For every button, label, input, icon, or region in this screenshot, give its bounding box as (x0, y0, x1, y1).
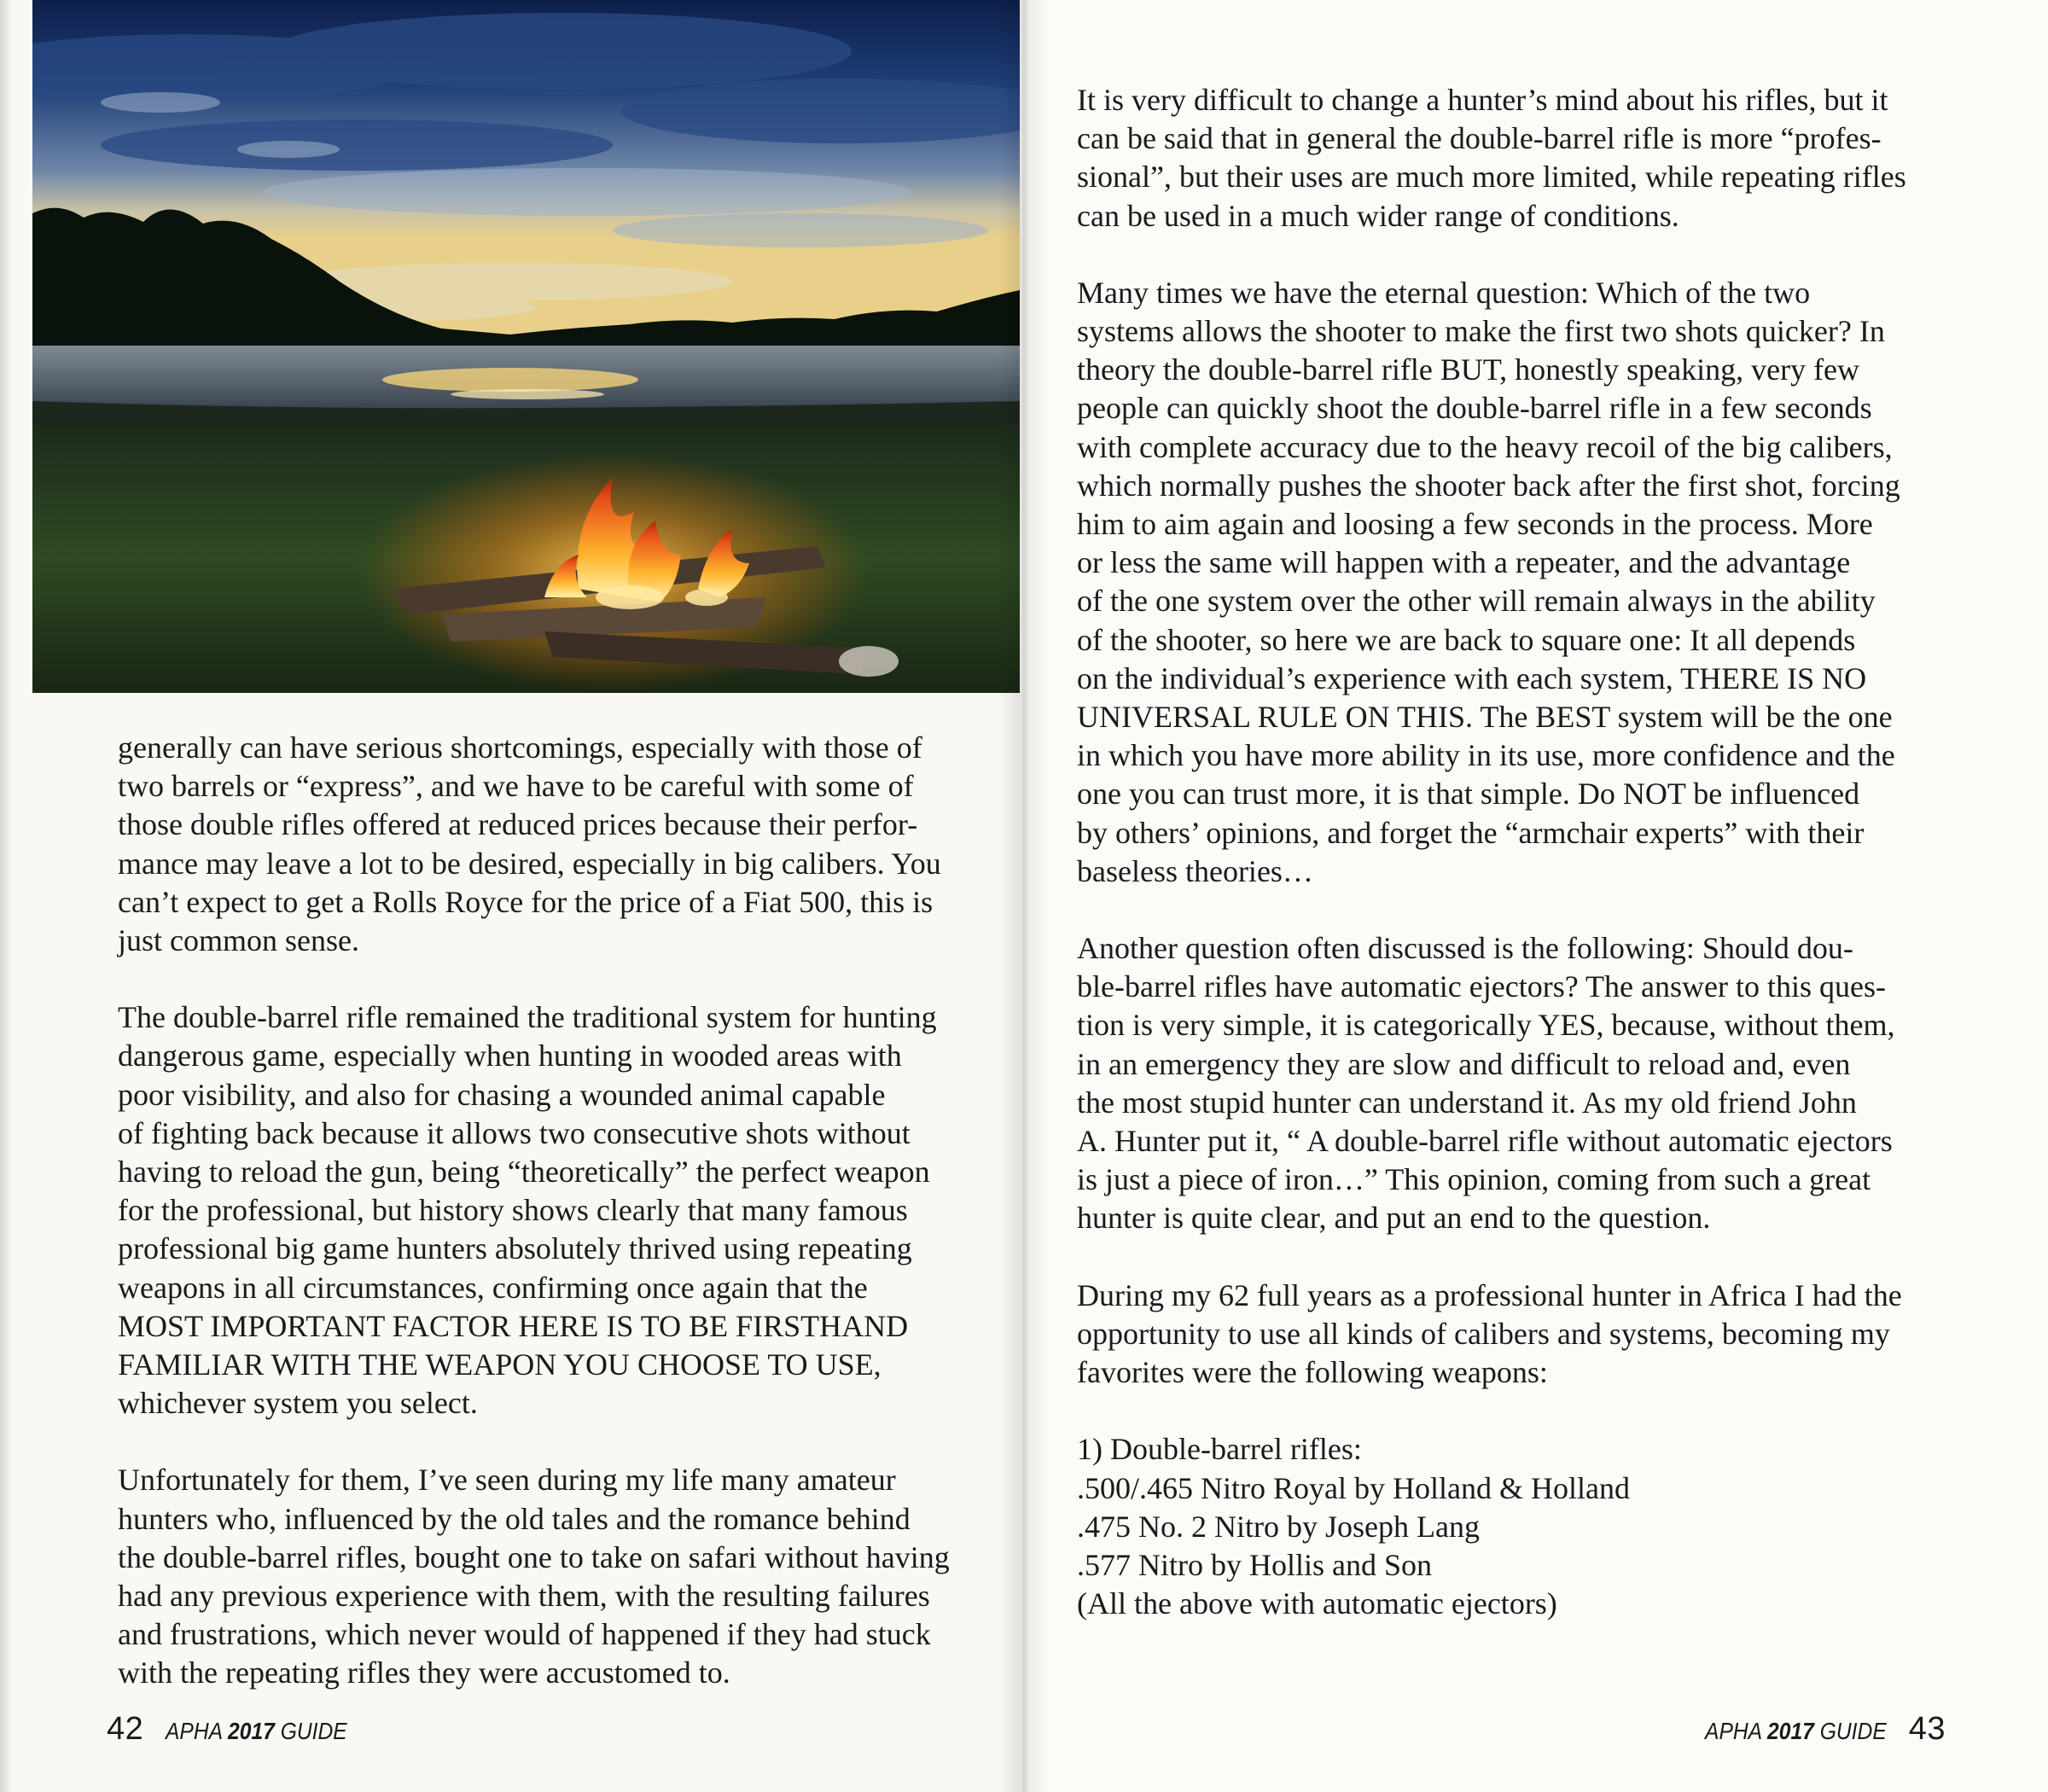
text-line: with complete accuracy due to the heavy recoil of the big calibers, (1077, 429, 1893, 464)
list-item: .500/.465 Nitro Royal by Holland & Holland (1077, 1470, 1630, 1505)
text-line: FAMILIAR WITH THE WEAPON YOU CHOOSE TO USE, (118, 1347, 881, 1382)
text-line: Many times we have the eternal question: Which of the two (1077, 275, 1811, 310)
list-item: .475 No. 2 Nitro by Joseph Lang (1077, 1509, 1480, 1544)
left-body-text (118, 729, 980, 1693)
paragraph (1077, 274, 1947, 891)
text-line: opportunity to use all kinds of calibers and systems, becoming my (1077, 1316, 1890, 1351)
text-line: of fighting back because it allows two consecutive shots without (118, 1115, 911, 1150)
text-line: of the shooter, so here we are back to square one: It all depends (1077, 622, 1856, 657)
text-line: two barrels or “express”, and we have to be careful with some of (118, 769, 914, 804)
text-line: him to aim again and loosing a few seconds in the process. More (1077, 507, 1873, 542)
text-line: in which you have more ability in its use, more confidence and the (1077, 738, 1895, 773)
right-page (1020, 0, 2048, 1792)
right-body-text (1077, 81, 1947, 1623)
rifle-list (1077, 1430, 1947, 1623)
text-line: can be said that in general the double-barrel rifle is more “profes- (1077, 121, 1882, 156)
text-line: can’t expect to get a Rolls Royce for the price of a Fiat 500, this is (118, 884, 934, 919)
campfire-lake-photo (32, 0, 1020, 693)
text-line: Another question often discussed is the following: Should dou- (1077, 931, 1853, 966)
text-line: whichever system you select. (118, 1386, 478, 1421)
text-line: is just a piece of iron…” This opinion, coming from such a great (1077, 1162, 1871, 1197)
text-line: those double rifles offered at reduced prices because their perfor- (118, 807, 918, 842)
text-line: favorites were the following weapons: (1077, 1355, 1548, 1390)
text-line: theory the double-barrel rifle BUT, honestly speaking, very few (1077, 352, 1860, 387)
paragraph (118, 1461, 980, 1692)
text-line: just common sense. (118, 923, 359, 958)
text-line: people can quickly shoot the double-barrel rifle in a few seconds (1077, 391, 1872, 426)
text-line: hunters who, influenced by the old tales and the romance behind (118, 1501, 911, 1536)
book-gutter-shadow (998, 0, 1050, 1792)
text-line: During my 62 full years as a professional hunter in Africa I had the (1077, 1277, 1902, 1312)
text-line: poor visibility, and also for chasing a wounded animal capable (118, 1077, 886, 1112)
text-line: MOST IMPORTANT FACTOR HERE IS TO BE FIRSTHAND (118, 1308, 909, 1343)
paragraph (1077, 1277, 1947, 1393)
list-item: 1) Double-barrel rifles: (1077, 1432, 1362, 1467)
text-line: and frustrations, which never would of happened if they had stuck (118, 1617, 931, 1652)
list-item: (All the above with automatic ejectors) (1077, 1586, 1557, 1621)
text-line: having to reload the gun, being “theoretically” the perfect weapon (118, 1155, 930, 1190)
text-line: hunter is quite clear, and put an end to the question. (1077, 1201, 1711, 1236)
campfire-at-dusk-lake-photo-icon (32, 0, 1020, 693)
paragraph (118, 729, 980, 960)
text-line: of the one system over the other will remain always in the ability (1077, 584, 1876, 619)
page-edge-shadow (0, 0, 12, 1792)
text-line: the double-barrel rifles, bought one to take on safari without having (118, 1539, 950, 1574)
right-page-footer (1680, 1711, 1946, 1748)
page-number: 42 (107, 1711, 144, 1747)
text-line: can be used in a much wider range of conditions. (1077, 198, 1679, 233)
publication-title: APHA 2017 GUIDE (166, 1718, 348, 1744)
left-page-footer (107, 1711, 372, 1748)
text-line: baseless theories… (1077, 853, 1313, 888)
text-line: weapons in all circumstances, confirming once again that the (118, 1270, 868, 1305)
text-line: professional big game hunters absolutely thrived using repeating (118, 1231, 912, 1266)
text-line: had any previous experience with them, with the resulting failures (118, 1579, 930, 1614)
text-line: dangerous game, especially when hunting in wooded areas with (118, 1039, 902, 1073)
text-line: by others’ opinions, and forget the “armchair experts” with their (1077, 815, 1865, 850)
paragraph (1077, 929, 1947, 1238)
text-line: with the repeating rifles they were accustomed to. (118, 1655, 730, 1690)
text-line: mance may leave a lot to be desired, especially in big calibers. You (118, 846, 941, 881)
list-item: .577 Nitro by Hollis and Son (1077, 1547, 1433, 1582)
text-line: systems allows the shooter to make the first two shots quicker? In (1077, 314, 1885, 349)
paragraph (1077, 81, 1947, 236)
text-line: the most stupid hunter can understand it. As my old friend John (1077, 1085, 1857, 1120)
text-line: on the individual’s experience with each system, THERE IS NO (1077, 660, 1867, 695)
publication-title: APHA 2017 GUIDE (1704, 1718, 1887, 1744)
text-line: Unfortunately for them, I’ve seen during my life many amateur (118, 1463, 896, 1498)
text-line: which normally pushes the shooter back after the first shot, forcing (1077, 468, 1900, 503)
text-line: ble-barrel rifles have automatic ejectors? The answer to this ques- (1077, 969, 1886, 1004)
text-line: UNIVERSAL RULE ON THIS. The BEST system will be the one (1077, 700, 1893, 735)
page-number: 43 (1908, 1711, 1946, 1747)
text-line: tion is very simple, it is categorically YES, because, without them, (1077, 1008, 1895, 1043)
paragraph (118, 998, 980, 1423)
text-line: sional”, but their uses are much more limited, while repeating rifles (1077, 160, 1906, 195)
text-line: one you can trust more, it is that simple. Do NOT be influenced (1077, 777, 1860, 812)
text-line: A. Hunter put it, “ A double-barrel rifle without automatic ejectors (1077, 1124, 1893, 1159)
text-line: The double-barrel rifle remained the traditional system for hunting (118, 1000, 937, 1035)
text-line: in an emergency they are slow and difficult to reload and, even (1077, 1046, 1851, 1081)
text-line: generally can have serious shortcomings, especially with those of (118, 730, 922, 765)
left-page (0, 0, 1020, 1792)
text-line: It is very difficult to change a hunter’s mind about his rifles, but it (1077, 83, 1888, 117)
text-line: for the professional, but history shows clearly that many famous (118, 1193, 908, 1228)
text-line: or less the same will happen with a repeater, and the advantage (1077, 545, 1851, 580)
